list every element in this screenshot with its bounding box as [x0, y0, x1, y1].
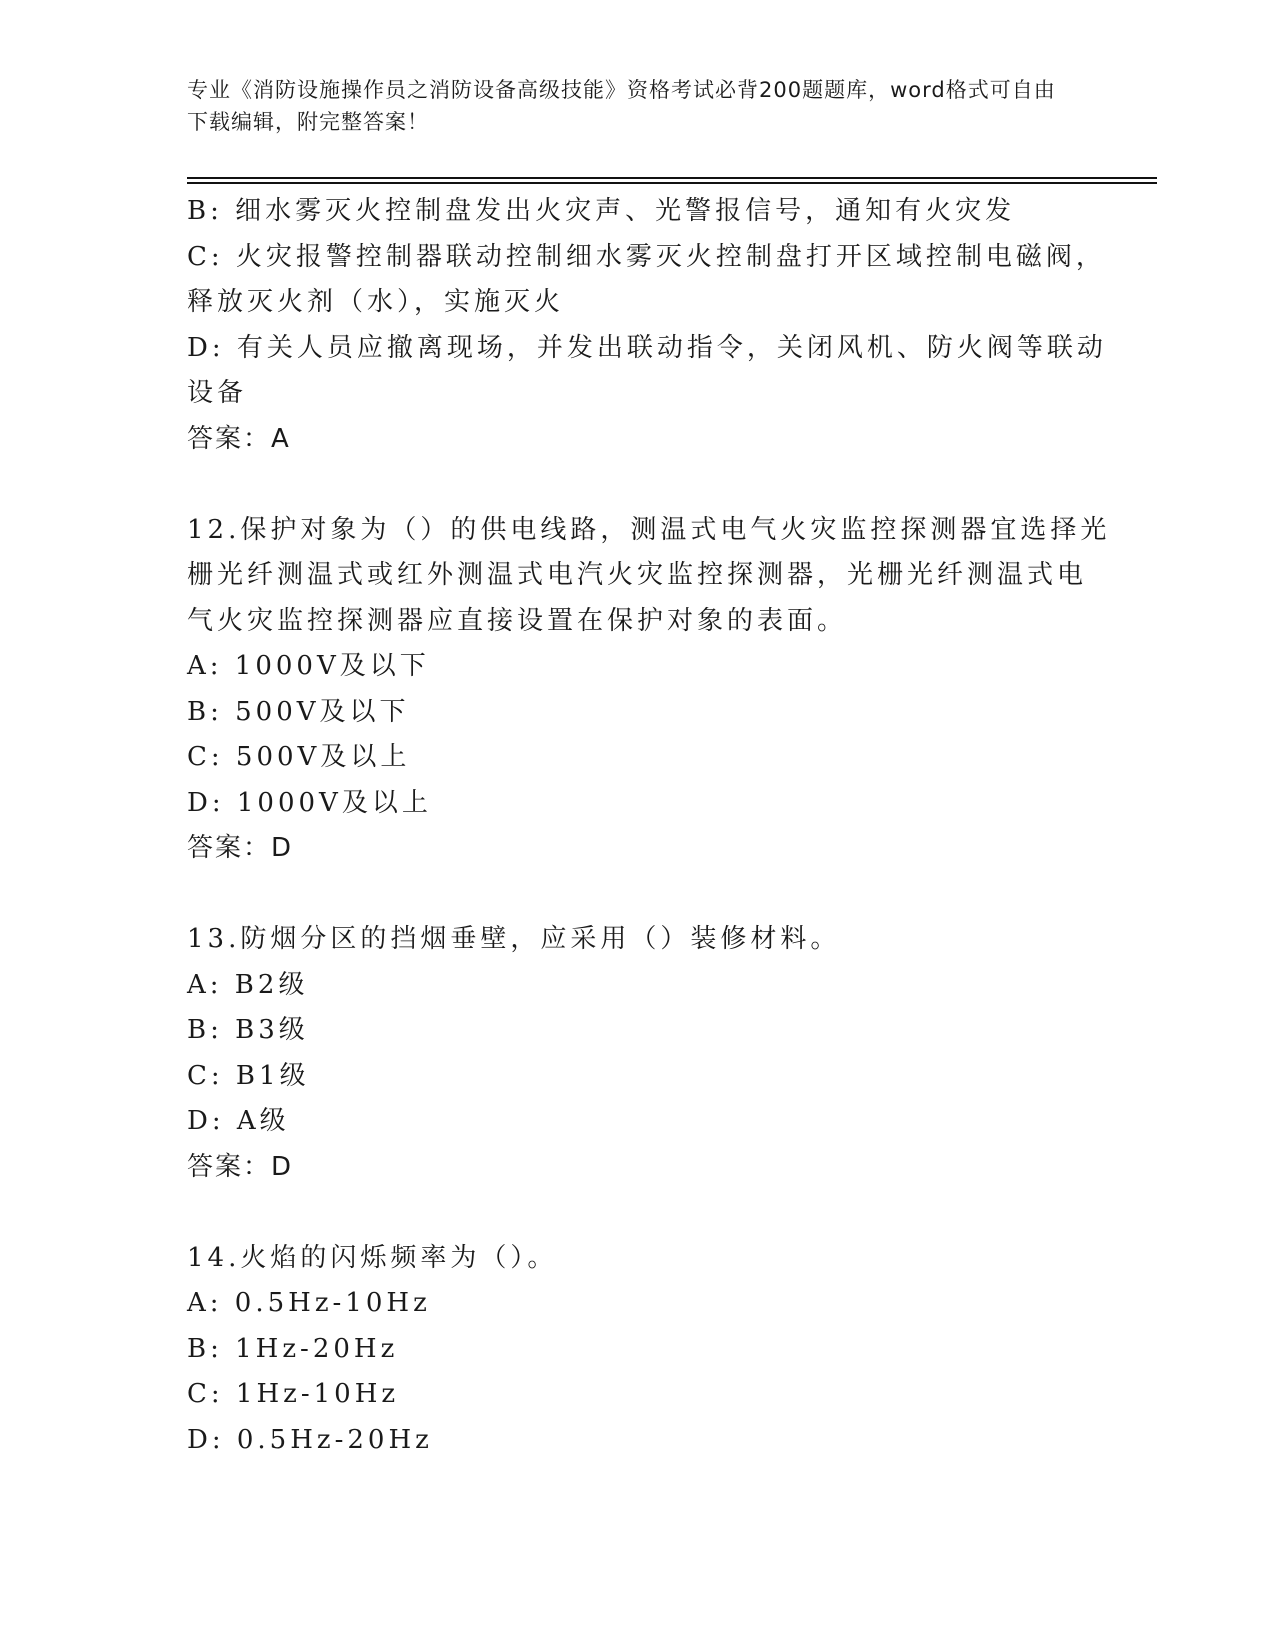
option-a: A: B2级	[187, 969, 309, 1000]
question-stem: 气火灾监控探测器应直接设置在保护对象的表面。	[187, 605, 848, 636]
continued-question	[187, 189, 1107, 462]
header-divider-top	[187, 177, 1157, 179]
option-b: B: 1Hz-20Hz	[187, 1333, 399, 1364]
answer: 答案：D	[187, 1151, 294, 1182]
option-b: B: 细水雾灭火控制盘发出火灾声、光警报信号，通知有火灾发	[187, 196, 1016, 226]
option-a: A: 0.5Hz-10Hz	[187, 1288, 431, 1318]
question-stem: 13.防烟分区的挡烟垂壁，应采用（）装修材料。	[187, 924, 841, 954]
option-a: A: 1000V及以下	[187, 651, 430, 681]
option-c-continued: 释放灭火剂（水），实施灭火	[187, 287, 565, 317]
question-stem: 12.保护对象为（）的供电线路，测温式电气火灾监控探测器宜选择光	[187, 514, 1111, 545]
question-12	[187, 508, 1111, 872]
option-b: B: 500V及以下	[187, 696, 410, 727]
question-13	[187, 917, 1087, 1190]
option-b: B: B3级	[187, 1015, 309, 1045]
option-d-continued: 设备	[187, 378, 248, 408]
question-stem: 栅光纤测温式或红外测温式电汽火灾监控探测器，光栅光纤测温式电	[187, 560, 1088, 590]
answer: 答案：D	[187, 833, 294, 863]
option-d: D: 0.5Hz-20Hz	[187, 1424, 433, 1455]
option-c: C: 火灾报警控制器联动控制细水雾灭火控制盘打开区域控制电磁阀，	[187, 241, 1106, 272]
option-c: C: 500V及以上	[187, 742, 411, 772]
option-d: D: A级	[187, 1106, 290, 1136]
page-header: 专业《消防设施操作员之消防设备高级技能》资格考试必背200题题库，word格式可自由下载编辑，附完整答案！	[187, 78, 1056, 134]
question-14	[187, 1236, 1087, 1464]
document-body	[187, 189, 1111, 1463]
header-divider-bottom	[187, 182, 1157, 184]
option-d: D: 1000V及以上	[187, 787, 432, 818]
option-c: C: 1Hz-10Hz	[187, 1379, 400, 1409]
option-c: C: B1级	[187, 1060, 310, 1091]
question-stem: 14.火焰的闪烁频率为（）。	[187, 1242, 558, 1273]
option-d: D: 有关人员应撤离现场，并发出联动指令，关闭风机、防火阀等联动	[187, 332, 1107, 363]
answer: 答案：A	[187, 423, 291, 454]
